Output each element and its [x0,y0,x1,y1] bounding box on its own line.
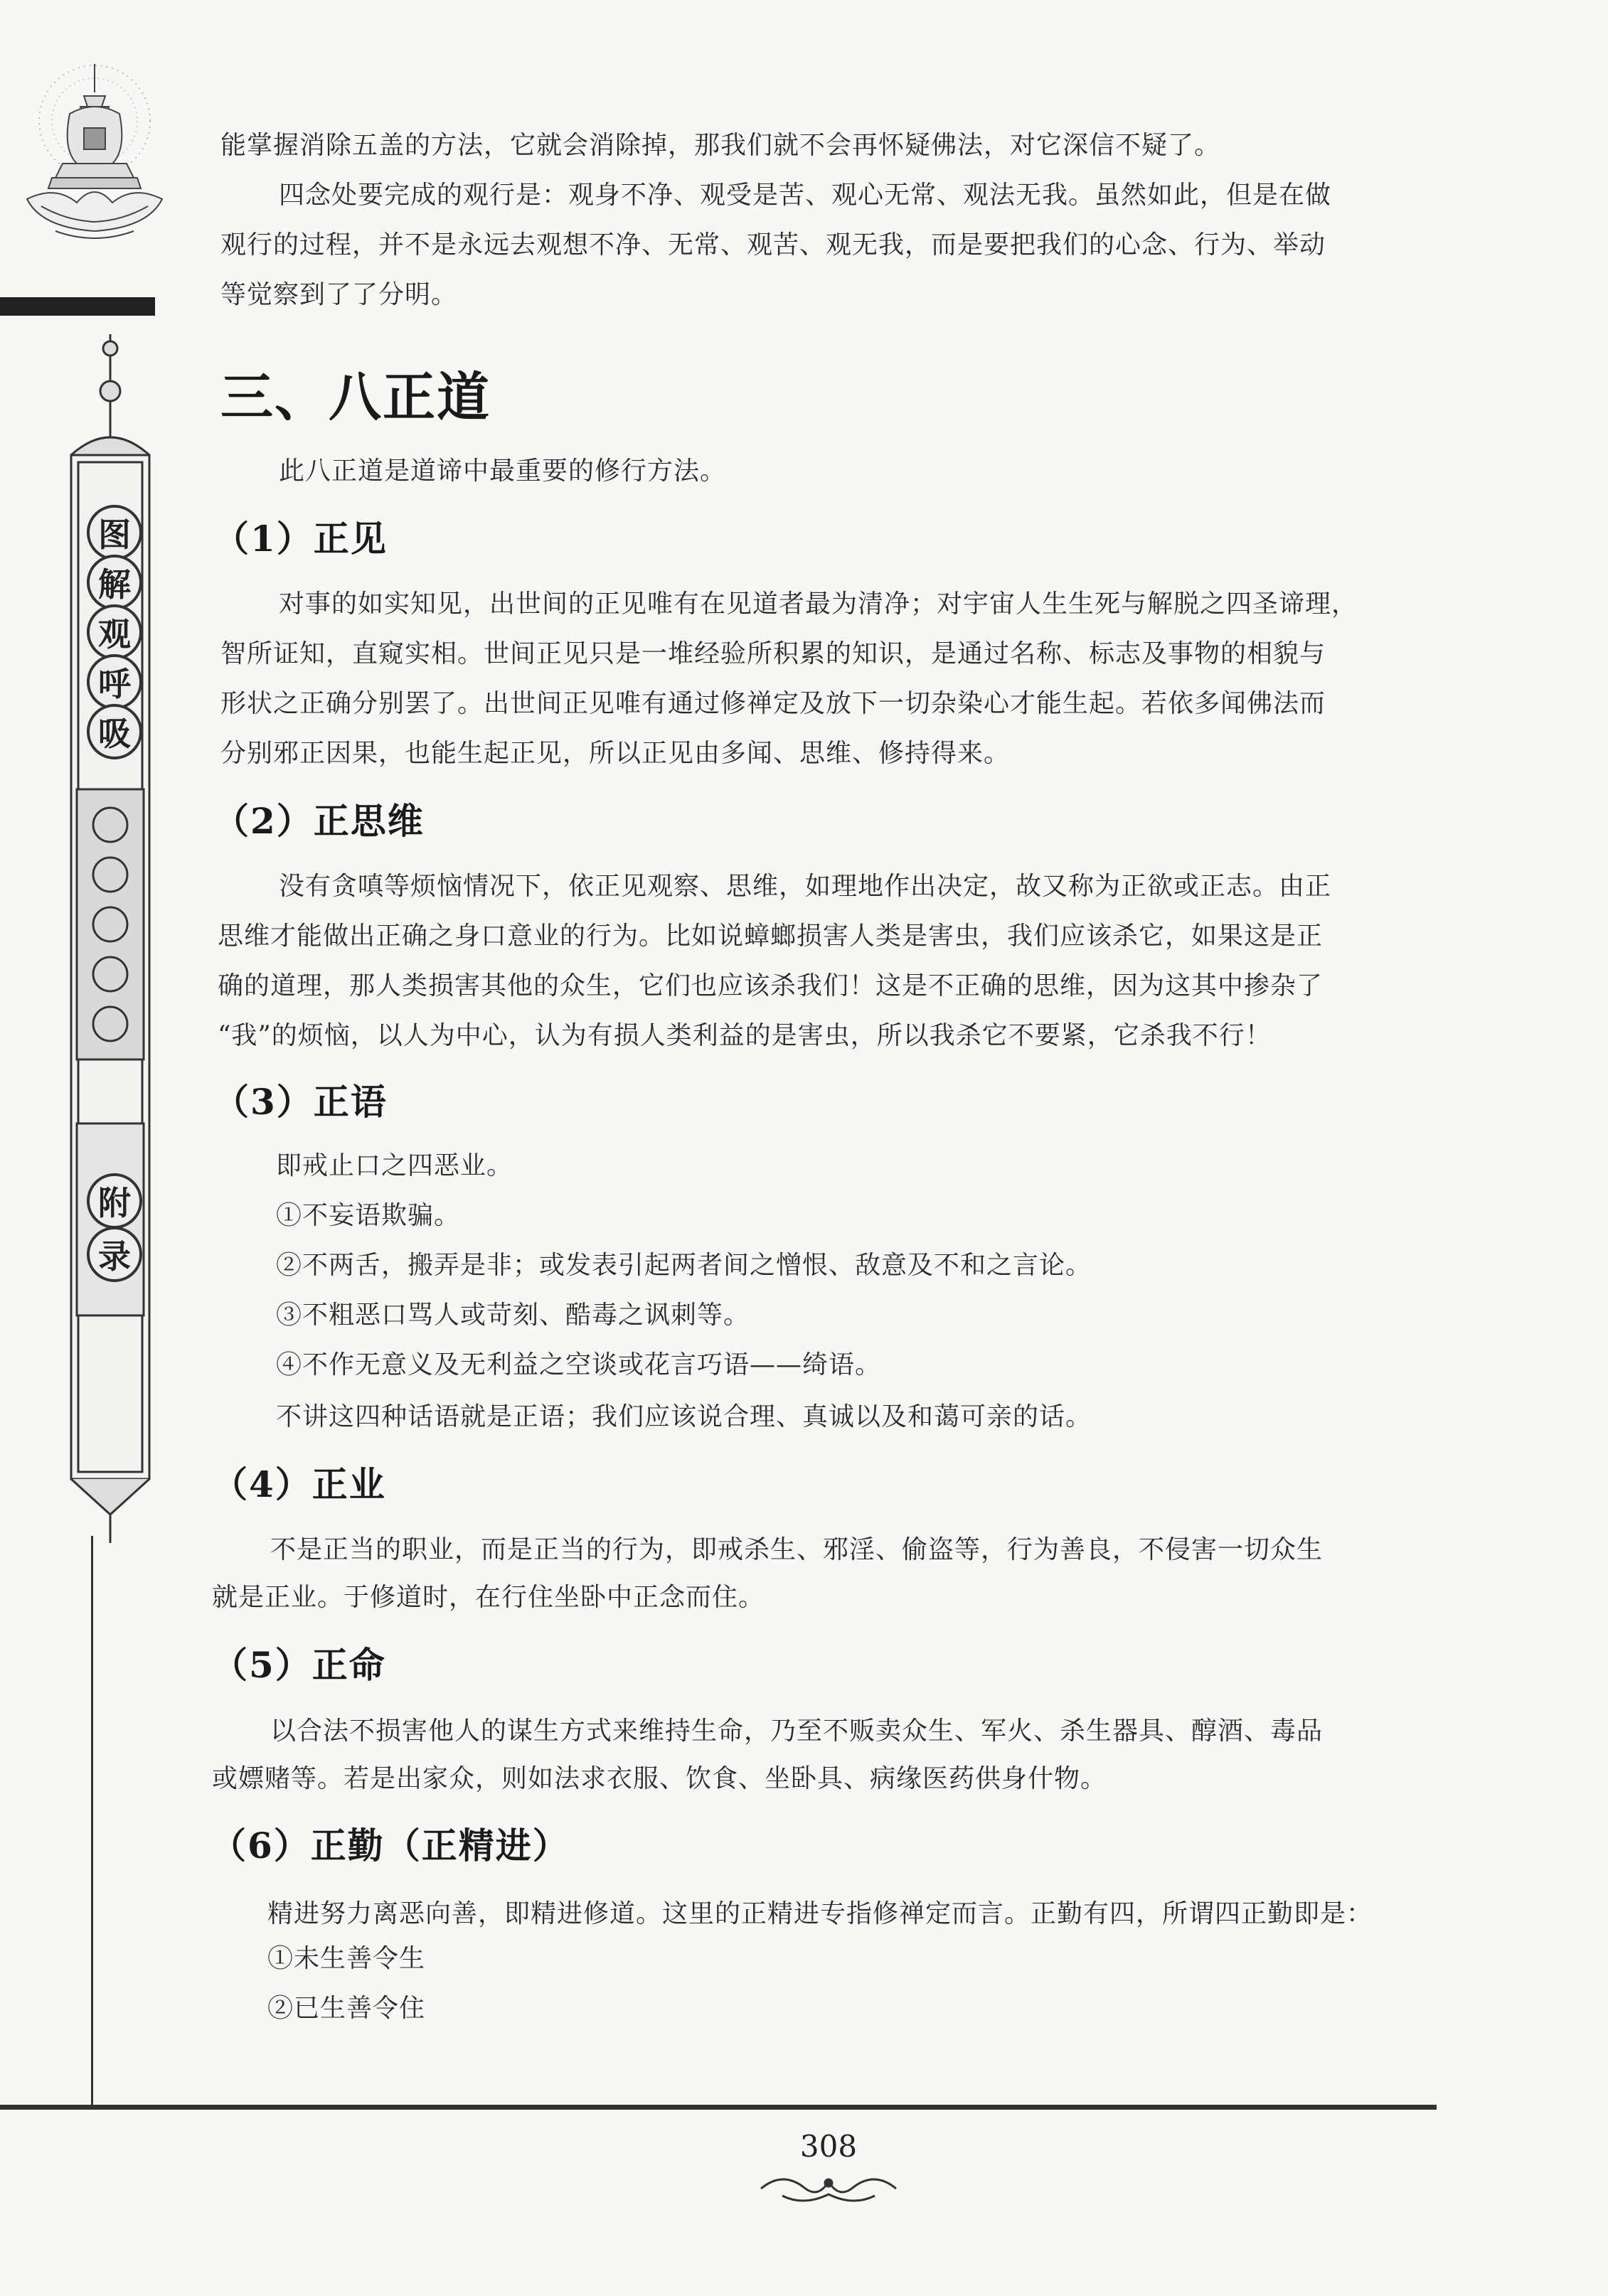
body-text-line: 形状之正确分别罢了。出世间正见唯有通过修禅定及放下一切杂染心才能生起。若依多闻佛法而 [220,689,1326,718]
list-item: ①不妄语欺骗。 [276,1201,461,1230]
body-text-line: 确的道理，那人类损害其他的众生，它们也应该杀我们！这是不正确的思维，因为这其中掺杂了 [218,971,1324,1000]
sidebar-badge: 图 [87,505,142,560]
section-title: 三、八正道 [220,367,491,428]
list-item: ②已生善令住 [267,1994,426,2023]
stupa-lotus-icon [13,57,176,270]
subsection-title: （6）正勤（正精进） [211,1825,570,1867]
sidebar-line [91,1536,93,2105]
list-item: ①未生善令生 [267,1944,426,1973]
footer-rule [0,2105,1437,2110]
ornament-flourish-icon [754,2167,903,2210]
subsection-title: （5）正命 [212,1644,386,1686]
body-text-line: 观行的过程，并不是永远去观想不净、无常、观苦、观无我，而是要把我们的心念、行为、举动 [220,230,1326,260]
subsection-title: （1）正见 [213,518,388,560]
sidebar-badge-appendix: 录 [87,1227,142,1282]
list-item: ②不两舌，搬弄是非；或发表引起两者间之憎恨、敌意及不和之言论。 [276,1251,1092,1280]
body-text-line: 就是正业。于修道时，在行住坐卧中正念而住。 [212,1583,765,1612]
body-text-line: 以合法不损害他人的谋生方式来维持生命，乃至不贩卖众生、军火、杀生器具、醇酒、毒品 [270,1716,1324,1746]
section-intro: 此八正道是道谛中最重要的修行方法。 [279,456,727,486]
body-text-line: 或嫖赌等。若是出家众，则如法求衣服、饮食、坐卧具、病缘医药供身什物。 [212,1764,1107,1793]
sidebar-badge: 呼 [87,654,142,710]
page-number: 308 [799,2129,858,2164]
subsection-title: （3）正语 [213,1081,388,1123]
body-text-line: 不讲这四种话语就是正语；我们应该说合理、真诚以及和蔼可亲的话。 [276,1402,1092,1431]
body-text-line: 分别邪正因果，也能生起正见，所以正见由多闻、思维、修持得来。 [220,739,1011,768]
subsection-title: （4）正业 [212,1463,386,1505]
body-text-line: 四念处要完成的观行是：观身不净、观受是苦、观心无常、观法无我。虽然如此，但是在做 [279,181,1332,210]
body-text-line: 能掌握消除五盖的方法，它就会消除掉，那我们就不会再怀疑佛法，对它深信不疑了。 [220,131,1221,160]
sidebar-badge: 吸 [87,704,142,759]
body-text-line: 对事的如实知见，出世间的正见唯有在见道者最为清净；对宇宙人生生死与解脱之四圣谛理， [279,589,1358,619]
sidebar-badge-appendix: 附 [87,1173,142,1229]
list-item: ③不粗恶口骂人或苛刻、酷毒之讽刺等。 [276,1301,750,1330]
sidebar-badge: 观 [87,604,142,660]
list-item: ④不作无意义及无利益之空谈或花言巧语——绮语。 [276,1350,882,1379]
body-text-line: 智所证知，直窥实相。世间正见只是一堆经验所积累的知识，是通过名称、标志及事物的相貌与 [220,639,1326,668]
body-text-line: 精进努力离恶向善，即精进修道。这里的正精进专指修禅定而言。正勤有四，所谓四正勤即是： [267,1899,1373,1928]
body-text-line: 没有贪嗔等烦恼情况下，依正见观察、思维，如理地作出决定，故又称为正欲或正志。由正 [279,872,1332,901]
subsection-title: （2）正思维 [213,800,425,842]
body-text-line: 等觉察到了了分明。 [220,280,458,309]
body-text-line: “我”的烦恼，以人为中心，认为有损人类利益的是害虫，所以我杀它不要紧，它杀我不行！ [218,1021,1272,1050]
sidebar-bar [0,297,155,316]
body-text-line: 思维才能做出正确之身口意业的行为。比如说蟑螂损害人类是害虫，我们应该杀它，如果这是正 [218,922,1324,951]
body-text-line: 即戒止口之四恶业。 [276,1151,513,1180]
sidebar-badge: 解 [87,555,142,610]
body-text-line: 不是正当的职业，而是正当的行为，即戒杀生、邪淫、偷盗等，行为善良，不侵害一切众生 [270,1535,1324,1564]
